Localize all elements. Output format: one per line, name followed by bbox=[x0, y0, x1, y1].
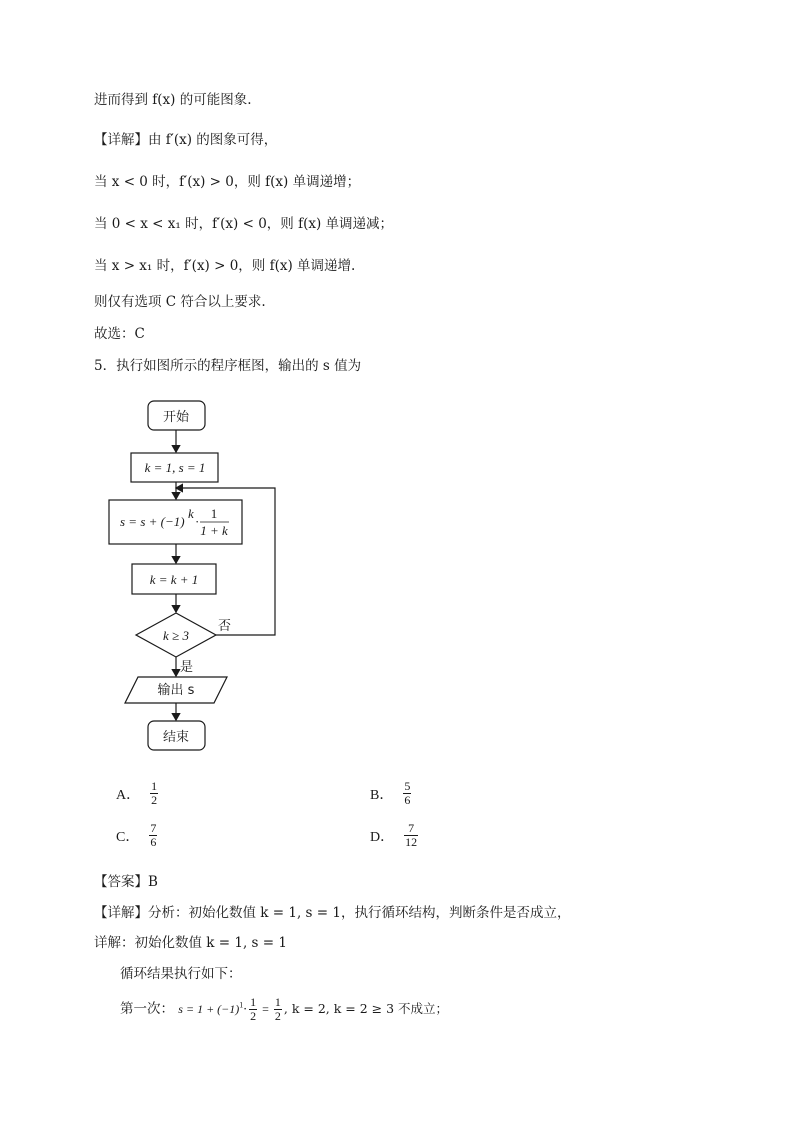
output-label: 输出 s bbox=[157, 683, 195, 698]
text-line-3: 当 x < 0 时，f′(x) > 0，则 f(x) 单调递增； bbox=[94, 174, 361, 190]
option-a-num: 1 bbox=[151, 779, 158, 793]
option-c bbox=[116, 822, 159, 849]
update-s-dot: · bbox=[195, 514, 200, 529]
first-equals: = bbox=[259, 1002, 272, 1016]
question-5: 5．执行如图所示的程序框图，输出的 s 值为 bbox=[94, 358, 362, 374]
condition-label: k ≥ 3 bbox=[163, 628, 189, 643]
option-c-fraction bbox=[149, 822, 157, 849]
loop-intro-line: 循环结果执行如下： bbox=[120, 966, 242, 982]
first-f1-num: 1 bbox=[250, 995, 257, 1009]
analysis-text: 分析：初始化数值 k = 1, s = 1，执行循环结构，判断条件是否成立， bbox=[148, 905, 571, 921]
option-d-letter: D． bbox=[370, 829, 395, 845]
option-d-den: 12 bbox=[405, 835, 418, 849]
option-b-den: 6 bbox=[404, 793, 411, 807]
option-c-letter: C． bbox=[116, 829, 140, 845]
update-k-label: k = k + 1 bbox=[149, 572, 199, 587]
text-line-1: 进而得到 f(x) 的可能图象. bbox=[94, 92, 252, 108]
first-iteration-line bbox=[120, 996, 448, 1023]
first-f2-num: 1 bbox=[274, 995, 281, 1009]
first-label: 第一次： bbox=[120, 1001, 174, 1017]
text-line-4: 当 0 < x < x₁ 时，f′(x) < 0，则 f(x) 单调递减； bbox=[94, 216, 394, 232]
option-d-fraction bbox=[404, 822, 418, 849]
first-fraction-1 bbox=[249, 996, 257, 1023]
answer-value: B bbox=[148, 874, 158, 890]
detail-tag: 【详解】 bbox=[94, 132, 148, 148]
analysis-tag: 【详解】 bbox=[94, 905, 148, 921]
option-a-fraction bbox=[150, 780, 158, 807]
first-dot: · bbox=[243, 1002, 248, 1016]
init-label: k = 1, s = 1 bbox=[144, 460, 206, 475]
detail-line bbox=[94, 128, 277, 148]
option-d-num: 7 bbox=[408, 821, 415, 835]
option-a-den: 2 bbox=[151, 793, 158, 807]
text-line-6: 则仅有选项 C 符合以上要求. bbox=[94, 294, 266, 310]
option-b-num: 5 bbox=[404, 779, 411, 793]
update-s-denominator: 1 + k bbox=[200, 523, 228, 538]
first-fraction-2 bbox=[274, 996, 282, 1023]
start-label: 开始 bbox=[162, 410, 190, 425]
answer-line bbox=[94, 870, 158, 890]
option-a bbox=[116, 780, 160, 807]
detail-init-line: 详解：初始化数值 k = 1, s = 1 bbox=[94, 935, 287, 951]
option-a-letter: A． bbox=[116, 787, 141, 803]
first-exponent: 1 bbox=[239, 1000, 244, 1010]
option-b-letter: B． bbox=[370, 787, 394, 803]
first-tail: , k = 2, k = 2 ≥ 3 不成立； bbox=[283, 1001, 449, 1016]
analysis-line bbox=[94, 901, 570, 921]
yes-label: 是 bbox=[180, 660, 194, 675]
update-s-exponent: k bbox=[188, 506, 194, 521]
end-label: 结束 bbox=[162, 730, 190, 745]
first-f2-den: 2 bbox=[274, 1009, 281, 1023]
first-expr: s = 1 + (−1) bbox=[178, 1002, 240, 1016]
text-line-5: 当 x > x₁ 时，f′(x) > 0，则 f(x) 单调递增. bbox=[94, 258, 356, 274]
option-b-fraction bbox=[403, 780, 411, 807]
update-s-numerator: 1 bbox=[210, 506, 218, 521]
answer-tag: 【答案】 bbox=[94, 874, 148, 890]
detail-text: 由 f′(x) 的图象可得， bbox=[148, 132, 278, 148]
option-c-den: 6 bbox=[150, 835, 157, 849]
first-f1-den: 2 bbox=[250, 1009, 257, 1023]
update-s-prefix: s = s + (−1) bbox=[120, 514, 185, 529]
text-line-7: 故选：C bbox=[94, 326, 145, 342]
option-d bbox=[370, 822, 420, 849]
option-c-num: 7 bbox=[150, 821, 157, 835]
flowchart bbox=[94, 392, 314, 764]
no-label: 否 bbox=[218, 619, 232, 634]
option-b bbox=[370, 780, 413, 807]
